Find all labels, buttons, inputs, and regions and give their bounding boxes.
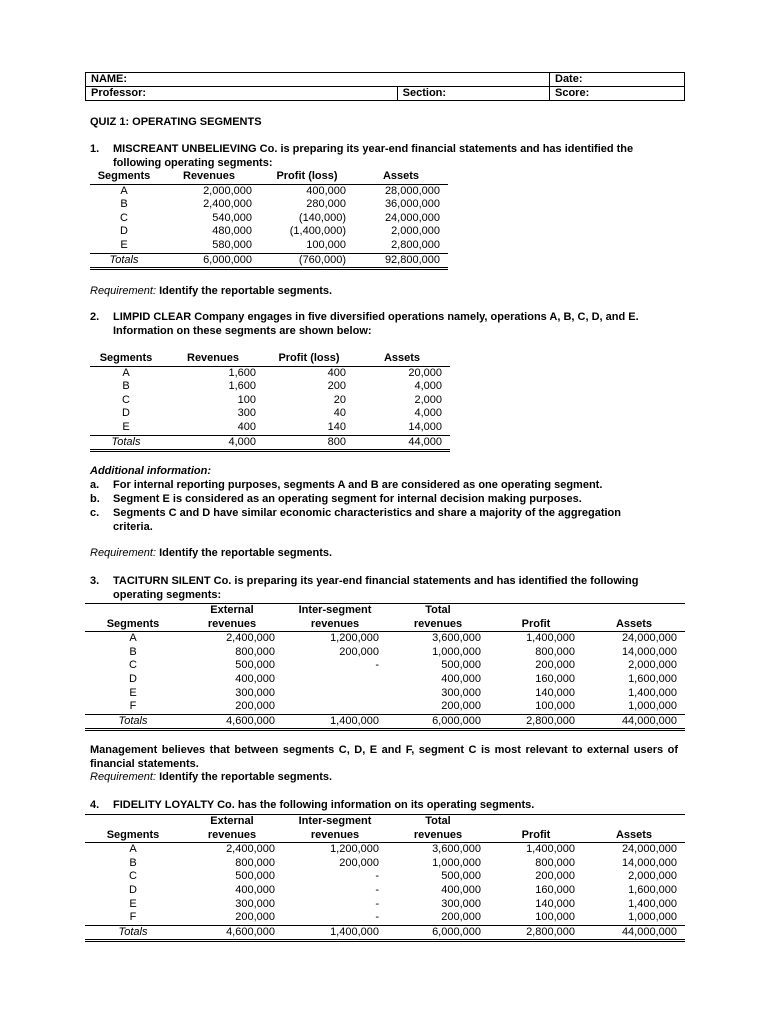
column-header: revenues bbox=[207, 828, 257, 841]
table-cell: 2,000 bbox=[414, 393, 442, 406]
q3-segment-table bbox=[85, 603, 685, 731]
q3-requirement-text: Identify the reportable segments. bbox=[159, 771, 333, 783]
segment-label: E bbox=[129, 897, 137, 910]
segment-label: D bbox=[122, 407, 130, 420]
total-cell: 2,800,000 bbox=[489, 714, 583, 730]
column-header: revenues bbox=[310, 828, 360, 841]
column-header: External bbox=[210, 815, 254, 827]
column-header bbox=[489, 604, 583, 618]
total-cell: 4,600,000 bbox=[181, 925, 283, 941]
table-cell: 2,000,000 bbox=[391, 225, 440, 238]
column-header bbox=[85, 604, 181, 618]
q1-requirement bbox=[90, 285, 332, 298]
table-cell: 2,000,000 bbox=[203, 184, 252, 197]
column-header: revenues bbox=[413, 617, 463, 630]
table-row bbox=[85, 884, 685, 898]
totals-row bbox=[90, 435, 450, 451]
column-header: Assets bbox=[382, 170, 420, 182]
table-cell: 4,000 bbox=[414, 407, 442, 420]
column-header: Profit bbox=[521, 617, 551, 630]
table-row bbox=[90, 239, 448, 253]
table-row bbox=[90, 380, 450, 394]
column-header: Segments bbox=[106, 617, 160, 630]
q2-requirement bbox=[90, 547, 332, 560]
column-header bbox=[583, 815, 685, 829]
professor-field[interactable]: Professor: bbox=[86, 87, 398, 101]
table-cell: 1,000,000 bbox=[432, 856, 481, 869]
table-cell: 3,600,000 bbox=[432, 843, 481, 856]
column-header: Profit (loss) bbox=[276, 170, 338, 182]
total-cell: 4,000 bbox=[162, 435, 264, 451]
table-cell: 200 bbox=[327, 380, 346, 393]
segment-label: A bbox=[122, 366, 130, 379]
table-cell: - bbox=[375, 911, 379, 924]
table-cell: 500,000 bbox=[235, 659, 275, 672]
total-cell: 1,400,000 bbox=[283, 925, 387, 941]
q4-segment-table bbox=[85, 814, 685, 942]
table-cell: 500,000 bbox=[441, 659, 481, 672]
column-header: Inter-segment bbox=[298, 815, 372, 827]
table-cell: 24,000,000 bbox=[621, 632, 677, 645]
table-row bbox=[85, 843, 685, 857]
totals-label: Totals bbox=[85, 925, 181, 941]
table-cell: 200,000 bbox=[535, 870, 575, 883]
segment-label: D bbox=[129, 672, 137, 685]
table-cell: 540,000 bbox=[212, 211, 252, 224]
column-header: Segments bbox=[99, 352, 153, 364]
q2-text: LIMPID CLEAR Company engages in five diversified operations namely, operations A, B, C, D, and E. Information on these segments are shown below: bbox=[113, 311, 639, 337]
quiz-title: QUIZ 1: OPERATING SEGMENTS bbox=[90, 116, 262, 128]
header-info-table bbox=[85, 72, 685, 101]
segment-label: C bbox=[122, 393, 130, 406]
additional-item-letter: a. bbox=[90, 479, 100, 491]
table-cell: 1,000,000 bbox=[628, 700, 677, 713]
q4-text: FIDELITY LOYALTY Co. has the following information on its operating segments. bbox=[113, 799, 535, 811]
total-cell: 2,800,000 bbox=[489, 925, 583, 941]
table-cell: 1,200,000 bbox=[330, 843, 379, 856]
table-cell: 1,400,000 bbox=[526, 843, 575, 856]
table-row bbox=[90, 225, 448, 239]
table-cell: 1,600,000 bbox=[628, 883, 677, 896]
column-header bbox=[489, 815, 583, 829]
table-row bbox=[85, 700, 685, 714]
table-cell: 28,000,000 bbox=[384, 184, 440, 197]
name-field[interactable]: NAME: bbox=[86, 73, 550, 87]
table-cell bbox=[283, 687, 387, 701]
segment-label: C bbox=[120, 211, 128, 224]
table-cell: 2,000,000 bbox=[628, 659, 677, 672]
segment-label: B bbox=[122, 380, 130, 393]
segment-label: C bbox=[129, 659, 137, 672]
q3-note: Management believes that between segments C, D, E and F, segment C is most relevant to external users of financial statements. bbox=[90, 744, 678, 770]
table-cell: 1,400,000 bbox=[526, 632, 575, 645]
table-cell: 800,000 bbox=[535, 645, 575, 658]
table-cell: 1,000,000 bbox=[628, 911, 677, 924]
q1-number: 1. bbox=[90, 143, 100, 155]
totals-label: Totals bbox=[90, 435, 162, 451]
column-header: Assets bbox=[615, 617, 653, 630]
table-row bbox=[90, 407, 450, 421]
column-header: External bbox=[210, 604, 254, 616]
table-cell: 200,000 bbox=[235, 700, 275, 713]
table-cell: (140,000) bbox=[298, 211, 346, 224]
table-cell: - bbox=[375, 870, 379, 883]
table-cell: 480,000 bbox=[212, 225, 252, 238]
table-cell: - bbox=[375, 883, 379, 896]
table-cell: 140 bbox=[327, 420, 346, 433]
segment-label: D bbox=[120, 225, 128, 238]
table-row bbox=[90, 394, 450, 408]
segment-label: A bbox=[120, 184, 128, 197]
column-header: Segments bbox=[106, 828, 160, 841]
segment-label: A bbox=[129, 632, 137, 645]
table-cell: - bbox=[375, 659, 379, 672]
total-cell: 92,800,000 bbox=[354, 253, 448, 269]
table-row bbox=[85, 911, 685, 925]
segment-label: C bbox=[129, 870, 137, 883]
q2-segment-table bbox=[90, 352, 450, 452]
segment-label: E bbox=[120, 238, 128, 251]
q2-requirement-label: Requirement: bbox=[90, 547, 157, 559]
total-cell: 1,400,000 bbox=[283, 714, 387, 730]
table-cell: 400,000 bbox=[441, 672, 481, 685]
q3-requirement-label: Requirement: bbox=[90, 771, 157, 783]
table-cell: 1,600 bbox=[228, 380, 256, 393]
table-cell: 14,000 bbox=[408, 420, 442, 433]
table-cell: 100 bbox=[237, 393, 256, 406]
column-header: Assets bbox=[615, 828, 653, 841]
additional-item-text: Segment E is considered as an operating segment for internal decision making purposes. bbox=[113, 493, 582, 505]
segment-label: E bbox=[122, 420, 130, 433]
table-cell: 2,800,000 bbox=[391, 238, 440, 251]
totals-row bbox=[85, 714, 685, 730]
total-cell: 44,000 bbox=[354, 435, 450, 451]
table-cell: 300,000 bbox=[441, 686, 481, 699]
table-cell: 24,000,000 bbox=[621, 843, 677, 856]
additional-item-text: Segments C and D have similar economic characteristics and share a majority of the aggregation criteria. bbox=[113, 507, 621, 533]
table-cell: 20 bbox=[333, 393, 346, 406]
table-cell: 2,400,000 bbox=[226, 843, 275, 856]
q1-requirement-label: Requirement: bbox=[90, 285, 157, 297]
table-cell: 1,200,000 bbox=[330, 632, 379, 645]
totals-row bbox=[90, 253, 448, 269]
table-cell: 14,000,000 bbox=[621, 856, 677, 869]
table-cell: 300,000 bbox=[235, 897, 275, 910]
score-field[interactable]: Score: bbox=[550, 87, 685, 101]
column-header: Profit (loss) bbox=[278, 352, 340, 364]
additional-item-text: For internal reporting purposes, segments A and B are considered as one operating segment. bbox=[113, 479, 603, 491]
table-cell: 140,000 bbox=[535, 897, 575, 910]
table-cell: 4,000 bbox=[414, 380, 442, 393]
additional-item-letter: b. bbox=[90, 493, 100, 505]
total-cell: 6,000,000 bbox=[387, 925, 489, 941]
date-field[interactable]: Date: bbox=[550, 73, 685, 87]
column-header: Total bbox=[425, 604, 451, 616]
segment-label: A bbox=[129, 843, 137, 856]
table-cell bbox=[283, 700, 387, 714]
table-cell: 800,000 bbox=[235, 645, 275, 658]
table-cell: 40 bbox=[333, 407, 346, 420]
table-cell: 500,000 bbox=[441, 870, 481, 883]
total-cell: (760,000) bbox=[260, 253, 354, 269]
table-row bbox=[85, 687, 685, 701]
table-cell: 200,000 bbox=[441, 700, 481, 713]
table-cell: 300,000 bbox=[235, 686, 275, 699]
q1-requirement-text: Identify the reportable segments. bbox=[159, 285, 333, 297]
table-cell: 1,600 bbox=[228, 366, 256, 379]
column-header: Profit bbox=[521, 828, 551, 841]
table-cell: 3,600,000 bbox=[432, 632, 481, 645]
q2-number: 2. bbox=[90, 311, 100, 323]
table-cell: 200,000 bbox=[339, 645, 379, 658]
segment-label: D bbox=[129, 883, 137, 896]
table-cell: 500,000 bbox=[235, 870, 275, 883]
column-header: revenues bbox=[413, 828, 463, 841]
total-cell: 6,000,000 bbox=[387, 714, 489, 730]
table-cell: 400 bbox=[327, 366, 346, 379]
total-cell: 800 bbox=[264, 435, 354, 451]
table-cell: - bbox=[375, 897, 379, 910]
segment-label: E bbox=[129, 686, 137, 699]
table-cell: 200,000 bbox=[535, 659, 575, 672]
total-cell: 6,000,000 bbox=[158, 253, 260, 269]
table-cell: 140,000 bbox=[535, 686, 575, 699]
table-cell: 200,000 bbox=[339, 856, 379, 869]
totals-row bbox=[85, 925, 685, 941]
table-cell: 1,000,000 bbox=[432, 645, 481, 658]
column-header: Total bbox=[425, 815, 451, 827]
column-header: revenues bbox=[207, 617, 257, 630]
table-cell: 2,400,000 bbox=[203, 198, 252, 211]
totals-label: Totals bbox=[90, 253, 158, 269]
table-row bbox=[85, 632, 685, 646]
table-cell: 24,000,000 bbox=[384, 211, 440, 224]
table-cell: 280,000 bbox=[306, 198, 346, 211]
q4-number: 4. bbox=[90, 799, 100, 811]
table-cell: 100,000 bbox=[535, 911, 575, 924]
table-cell: 1,400,000 bbox=[628, 686, 677, 699]
q3-number: 3. bbox=[90, 575, 100, 587]
column-header bbox=[583, 604, 685, 618]
q1-segment-table bbox=[90, 170, 448, 270]
table-cell: 20,000 bbox=[408, 366, 442, 379]
table-cell: 400 bbox=[237, 420, 256, 433]
table-cell: 300 bbox=[237, 407, 256, 420]
table-cell: 300,000 bbox=[441, 897, 481, 910]
segment-label: F bbox=[129, 911, 137, 924]
column-header: Inter-segment bbox=[298, 604, 372, 616]
column-header: revenues bbox=[310, 617, 360, 630]
q3-requirement bbox=[90, 771, 332, 784]
table-cell: 400,000 bbox=[441, 883, 481, 896]
table-cell: 160,000 bbox=[535, 883, 575, 896]
q2-requirement-text: Identify the reportable segments. bbox=[159, 547, 333, 559]
segment-label: B bbox=[129, 856, 137, 869]
table-row bbox=[90, 198, 448, 212]
table-cell: 100,000 bbox=[306, 238, 346, 251]
section-field[interactable]: Section: bbox=[397, 87, 549, 101]
column-header: Revenues bbox=[187, 352, 239, 364]
table-row bbox=[85, 659, 685, 673]
total-cell: 44,000,000 bbox=[583, 925, 685, 941]
column-header: Revenues bbox=[183, 170, 235, 182]
q2-additional-title: Additional information: bbox=[90, 465, 211, 477]
table-cell: 2,000,000 bbox=[628, 870, 677, 883]
table-cell: 400,000 bbox=[235, 883, 275, 896]
table-cell: 160,000 bbox=[535, 672, 575, 685]
table-cell: 580,000 bbox=[212, 238, 252, 251]
table-row bbox=[90, 212, 448, 226]
table-cell: 200,000 bbox=[441, 911, 481, 924]
segment-label: F bbox=[129, 700, 137, 713]
table-cell: 14,000,000 bbox=[621, 645, 677, 658]
table-cell: 800,000 bbox=[235, 856, 275, 869]
table-row bbox=[90, 421, 450, 435]
column-header: Segments bbox=[97, 170, 151, 182]
table-cell: 200,000 bbox=[235, 911, 275, 924]
table-cell bbox=[283, 673, 387, 687]
table-row bbox=[90, 366, 450, 380]
table-cell: 2,400,000 bbox=[226, 632, 275, 645]
q1-text: MISCREANT UNBELIEVING Co. is preparing its year-end financial statements and has identified the following operating segments: bbox=[113, 143, 634, 169]
table-cell: 800,000 bbox=[535, 856, 575, 869]
segment-label: B bbox=[120, 198, 128, 211]
table-cell: 400,000 bbox=[235, 672, 275, 685]
table-row bbox=[90, 184, 448, 198]
table-cell: 1,400,000 bbox=[628, 897, 677, 910]
additional-item-letter: c. bbox=[90, 507, 100, 519]
column-header bbox=[85, 815, 181, 829]
segment-label: B bbox=[129, 645, 137, 658]
table-cell: (1,400,000) bbox=[289, 225, 346, 238]
table-row bbox=[85, 898, 685, 912]
column-header: Assets bbox=[383, 352, 421, 364]
totals-label: Totals bbox=[85, 714, 181, 730]
table-cell: 1,600,000 bbox=[628, 672, 677, 685]
q3-text: TACITURN SILENT Co. is preparing its year-end financial statements and has identified the following operating segments: bbox=[113, 575, 639, 601]
table-cell: 100,000 bbox=[535, 700, 575, 713]
total-cell: 44,000,000 bbox=[583, 714, 685, 730]
table-row bbox=[85, 870, 685, 884]
table-row bbox=[85, 673, 685, 687]
table-row bbox=[85, 646, 685, 660]
total-cell: 4,600,000 bbox=[181, 714, 283, 730]
table-cell: 36,000,000 bbox=[384, 198, 440, 211]
table-cell: 400,000 bbox=[306, 184, 346, 197]
table-row bbox=[85, 857, 685, 871]
